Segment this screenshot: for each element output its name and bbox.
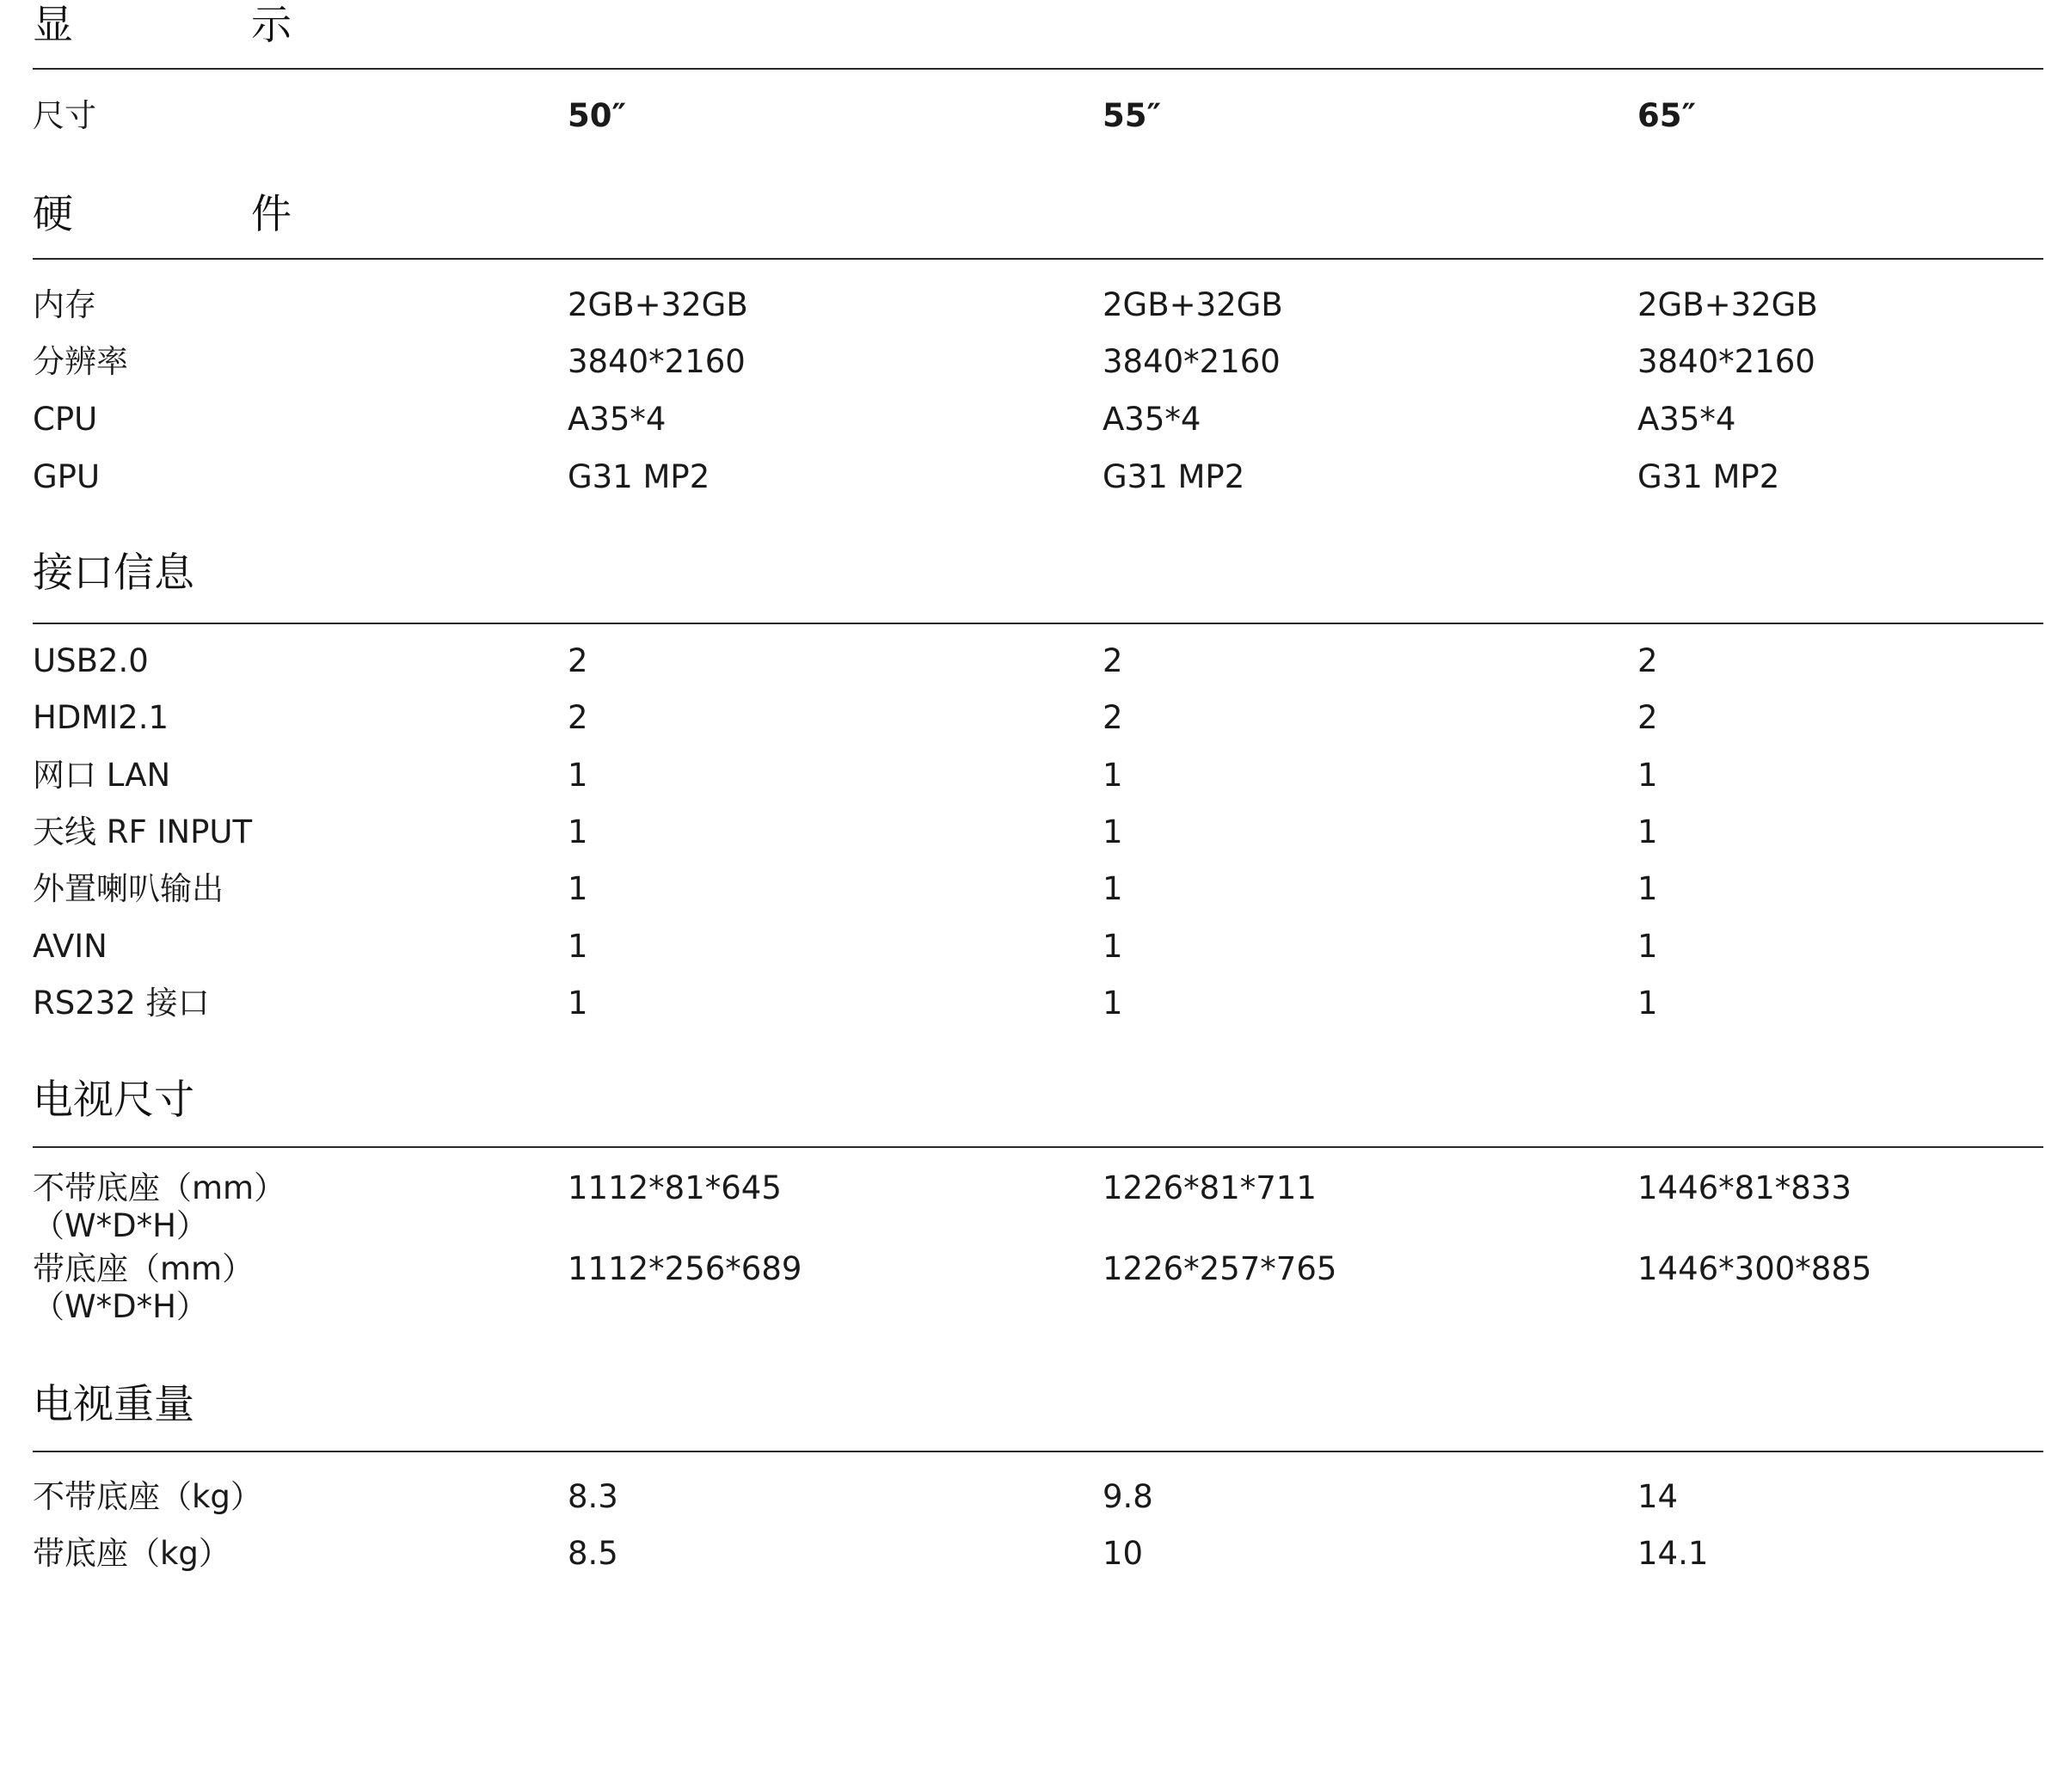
section-title: 电视尺寸 xyxy=(33,1077,194,1124)
row-value: 1 xyxy=(1637,757,1658,794)
row-label: 带底座（mm） （W*D*H） xyxy=(33,1250,255,1325)
spec-row xyxy=(33,1535,2043,1573)
spec-row xyxy=(33,985,2043,1022)
row-value: 1112*81*645 xyxy=(568,1169,782,1206)
row-value: 1 xyxy=(1637,813,1658,850)
row-value: 3840*2160 xyxy=(1637,343,1815,380)
row-value: 3840*2160 xyxy=(568,343,746,380)
spec-row xyxy=(33,699,2043,737)
section-ports xyxy=(33,548,1658,1022)
row-label: 内存 xyxy=(33,286,96,323)
row-value: 1 xyxy=(568,870,588,907)
section-hardware xyxy=(33,189,1818,495)
row-value: 1 xyxy=(1637,870,1658,907)
row-label: 天线 RF INPUT xyxy=(33,813,253,850)
row-value: A35*4 xyxy=(1103,401,1201,438)
section-tv-size xyxy=(33,1075,1872,1325)
row-value: 8.5 xyxy=(568,1535,618,1572)
row-value: 1 xyxy=(568,928,588,965)
row-label: RS232 接口 xyxy=(33,985,210,1022)
spec-row xyxy=(33,286,2043,324)
row-value: 14.1 xyxy=(1637,1535,1709,1572)
row-value: 2 xyxy=(1103,642,1123,679)
section-title: 电视重量 xyxy=(33,1381,194,1428)
row-value: 1 xyxy=(1637,985,1658,1022)
row-value: 1 xyxy=(1103,928,1123,965)
spec-row xyxy=(33,642,2043,680)
row-label: 尺寸 xyxy=(33,97,96,134)
row-value: 1446*300*885 xyxy=(1637,1250,1872,1287)
spec-row xyxy=(33,1250,2043,1326)
row-value: 1226*81*711 xyxy=(1103,1169,1317,1206)
row-value: 1 xyxy=(1637,928,1658,965)
section-display xyxy=(33,0,1697,134)
spec-row xyxy=(33,343,2043,381)
row-value: 2GB+32GB xyxy=(568,286,748,323)
section-divider xyxy=(33,623,2043,624)
row-value: 1112*256*689 xyxy=(568,1250,802,1287)
spec-row xyxy=(33,401,2043,439)
row-value: 1 xyxy=(1103,813,1123,850)
row-value: 8.3 xyxy=(568,1478,618,1515)
row-value: 10 xyxy=(1103,1535,1144,1572)
row-value: 2 xyxy=(568,642,588,679)
section-divider xyxy=(33,68,2043,70)
row-value: G31 MP2 xyxy=(568,458,710,495)
row-value: 1 xyxy=(568,813,588,850)
row-value: 2GB+32GB xyxy=(1637,286,1818,323)
section-divider xyxy=(33,1451,2043,1452)
row-value: G31 MP2 xyxy=(1637,458,1780,495)
row-value: 2 xyxy=(1637,699,1658,736)
row-value: 2 xyxy=(1637,642,1658,679)
section-title: 显 示 xyxy=(33,2,374,49)
row-label: 分辨率 xyxy=(33,343,128,380)
row-value: 65″ xyxy=(1637,97,1697,134)
section-title: 接口信息 xyxy=(33,549,194,597)
section-title: 硬 件 xyxy=(33,191,374,238)
row-value: 1 xyxy=(1103,870,1123,907)
row-value: 1446*81*833 xyxy=(1637,1169,1852,1206)
row-value: 1 xyxy=(1103,757,1123,794)
row-label: HDMI2.1 xyxy=(33,699,169,736)
row-value: 9.8 xyxy=(1103,1478,1153,1515)
spec-row xyxy=(33,813,2043,851)
row-value: 50″ xyxy=(568,97,627,134)
row-value: 55″ xyxy=(1103,97,1162,134)
row-label: CPU xyxy=(33,401,98,438)
row-label: 外置喇叭输出 xyxy=(33,870,224,907)
spec-row xyxy=(33,1169,2043,1245)
row-label: 网口 LAN xyxy=(33,757,171,794)
row-value: A35*4 xyxy=(1637,401,1736,438)
row-label: 带底座（kg） xyxy=(33,1535,230,1572)
row-value: 1226*257*765 xyxy=(1103,1250,1337,1287)
spec-row xyxy=(33,757,2043,795)
row-label: 不带底座（mm） （W*D*H） xyxy=(33,1169,286,1244)
row-value: 1 xyxy=(1103,985,1123,1022)
row-label: 不带底座（kg） xyxy=(33,1478,262,1515)
spec-row xyxy=(33,458,2043,496)
row-label: AVIN xyxy=(33,928,108,965)
section-divider xyxy=(33,1146,2043,1148)
section-tv-weight xyxy=(33,1379,1709,1572)
spec-row xyxy=(33,97,2043,135)
row-label: USB2.0 xyxy=(33,642,149,679)
row-value: G31 MP2 xyxy=(1103,458,1245,495)
spec-row xyxy=(33,1478,2043,1516)
row-value: 1 xyxy=(568,757,588,794)
row-value: 2 xyxy=(1103,699,1123,736)
row-value: 3840*2160 xyxy=(1103,343,1281,380)
row-value: 2 xyxy=(568,699,588,736)
row-value: 2GB+32GB xyxy=(1103,286,1283,323)
spec-row xyxy=(33,870,2043,908)
row-value: 14 xyxy=(1637,1478,1679,1515)
row-value: 1 xyxy=(568,985,588,1022)
row-label: GPU xyxy=(33,458,101,495)
row-value: A35*4 xyxy=(568,401,666,438)
spec-row xyxy=(33,928,2043,966)
section-divider xyxy=(33,258,2043,260)
